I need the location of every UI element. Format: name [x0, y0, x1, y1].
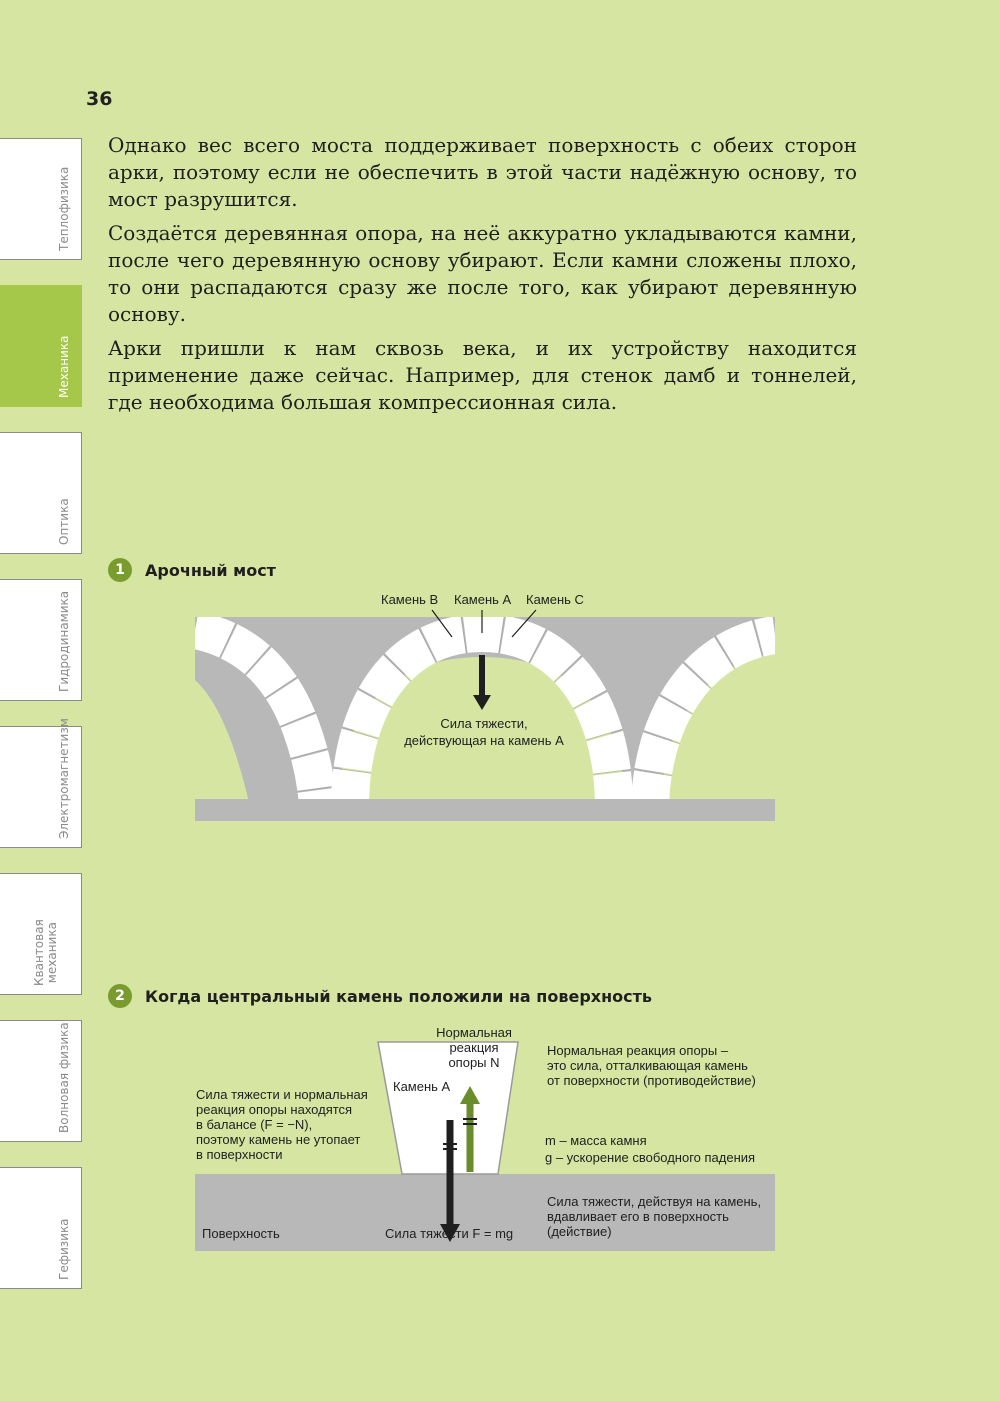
figure-2-title: Когда центральный камень положили на поверхность [145, 986, 653, 1006]
normal-label-3: опоры N [448, 1055, 500, 1070]
gravity-def-3: (действие) [547, 1224, 612, 1239]
tab-label: Оптика [57, 498, 71, 545]
normal-def-3: от поверхности (противодействие) [547, 1073, 756, 1088]
figure-1-title: Арочный мост [145, 560, 276, 580]
balance-note-3: в балансе (F = −N), [196, 1117, 313, 1132]
normal-def-1: Нормальная реакция опоры – [547, 1043, 729, 1058]
tab-optics[interactable] [0, 432, 82, 554]
figure-2-badge: 2 [108, 984, 132, 1008]
tab-geophysics[interactable] [0, 1167, 82, 1289]
page-number: 36 [86, 88, 113, 110]
balance-note-4: поэтому камень не утопает [196, 1132, 361, 1147]
gravity-formula: Сила тяжести F = mg [385, 1226, 514, 1241]
tab-electromagnetism[interactable] [0, 718, 82, 848]
stone-label: Камень А [393, 1079, 451, 1094]
mass-def: m – масса камня [545, 1133, 647, 1148]
tab-label: Гидродинамика [57, 590, 71, 692]
label-stone-a: Камень A [454, 592, 512, 607]
normal-label-1: Нормальная [436, 1025, 512, 1040]
tab-quantum-mechanics[interactable] [0, 873, 82, 995]
gravity-def-2: вдавливает его в поверхность [547, 1209, 729, 1224]
figure-2-header [108, 984, 652, 1008]
tab-label: Волновая физика [57, 1022, 71, 1133]
tab-label: Квантовая механика [32, 919, 59, 986]
stone-on-surface-diagram [190, 1020, 790, 1255]
gravity-label-line1: Сила тяжести, [440, 716, 528, 731]
normal-def-2: это сила, отталкивающая камень [547, 1058, 748, 1073]
tab-label: Механика [57, 335, 71, 398]
tab-thermophysics[interactable] [0, 138, 82, 260]
balance-note-1: Сила тяжести и нормальная [196, 1087, 368, 1102]
gravity-label-line2: действующая на камень A [404, 733, 564, 748]
gravity-def-1: Сила тяжести, действуя на камень, [547, 1194, 762, 1209]
body-text [108, 132, 857, 423]
surface-label: Поверхность [202, 1226, 280, 1241]
paragraph-2: Создаётся деревянная опора, на неё аккуратно укладываются камни, после чего деревянную основу убирают. Если камни сложены плохо, то они распадаются сразу же после того, как убирают деревянную основу. [108, 221, 857, 326]
tab-hydrodynamics[interactable] [0, 579, 82, 701]
normal-label-2: реакция [449, 1040, 499, 1055]
balance-note-5: в поверхности [196, 1147, 283, 1162]
tab-mechanics[interactable] [0, 285, 82, 407]
gravity-accel-def: g – ускорение свободного падения [545, 1150, 756, 1165]
label-stone-b: Камень B [381, 592, 439, 607]
tab-label: Электромагнетизм [57, 718, 71, 839]
gravity-arrowhead [473, 695, 491, 710]
figure-1-badge: 1 [108, 558, 132, 582]
balance-note-2: реакция опоры находятся [196, 1102, 353, 1117]
arch-bridge-diagram [190, 585, 780, 825]
ground [195, 799, 775, 821]
tab-label: Гефизика [57, 1218, 71, 1280]
paragraph-3: Арки пришли к нам сквозь века, и их устройству находится применение даже сейчас. Например, для стенок дамб и тоннелей, где необходима большая компрессионная сила. [108, 336, 857, 414]
tab-label: Теплофизика [57, 166, 71, 251]
tab-wave-physics[interactable] [0, 1020, 82, 1142]
label-stone-c: Камень C [526, 592, 584, 607]
figure-1-header [108, 558, 276, 582]
paragraph-1: Однако вес всего моста поддерживает поверхность с обеих сторон арки, поэтому если не обеспечить в этой части надёжную основу, то мост разрушится. [108, 133, 857, 211]
